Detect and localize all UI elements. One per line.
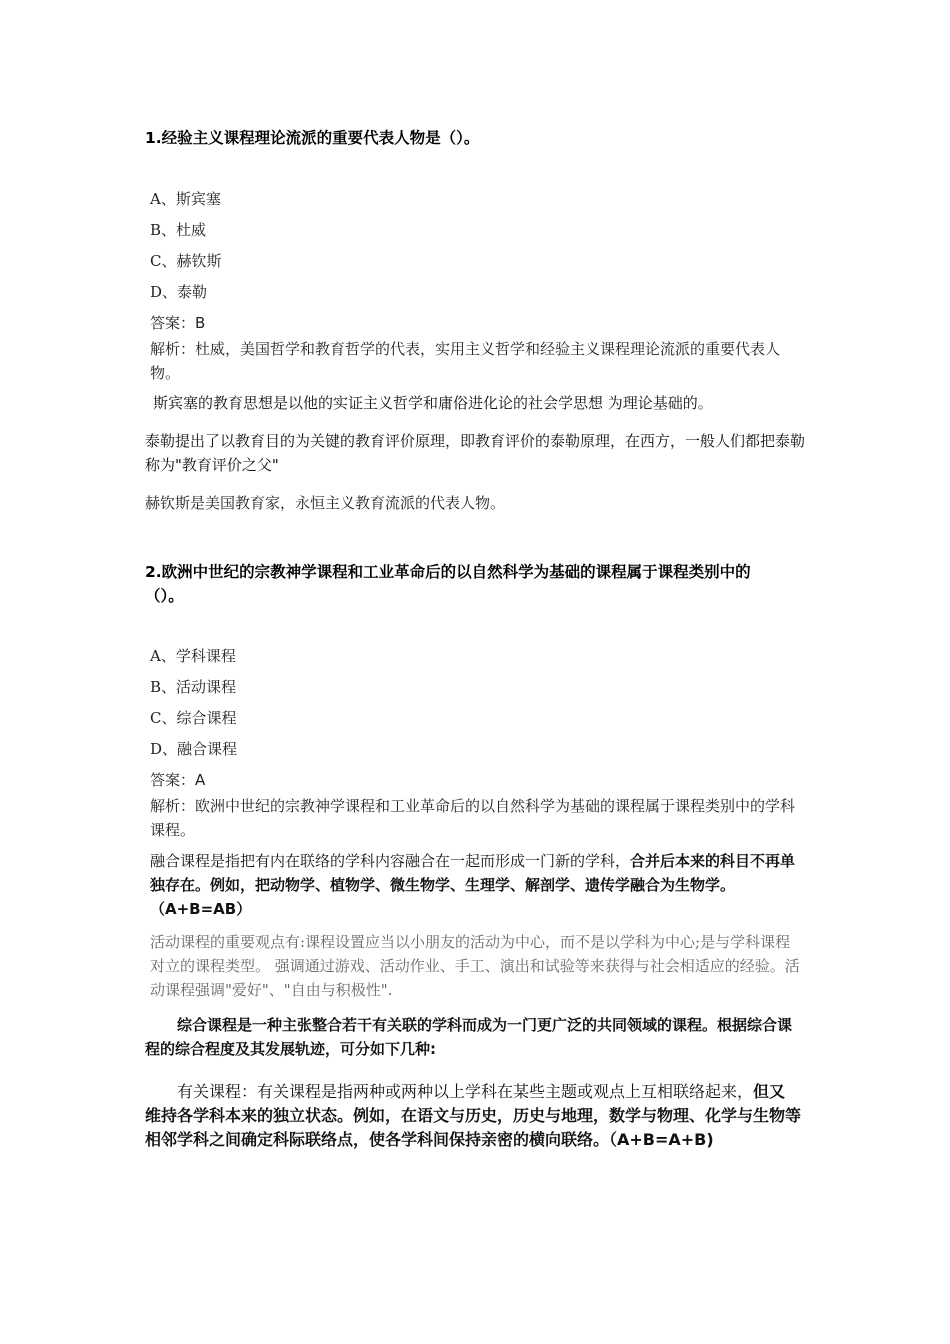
fusion-course-bold: 合并后本来的科目不再单独存在。例如，把动物学、植物学、微生物学、生理学、解剖学、遗传学融合为生物学。（A+B=AB）: [150, 852, 796, 918]
fusion-course-note: [150, 849, 800, 921]
question-1-option-a: A、斯宾塞: [150, 190, 221, 208]
question-1-note-spencer: 斯宾塞的教育思想是以他的实证主义哲学和庸俗进化论的社会学思想 为理论基础的。: [153, 394, 713, 412]
question-2-option-d: D、融合课程: [150, 740, 238, 758]
question-1-answer: 答案：B: [150, 314, 206, 332]
question-2-title-line2: （）。: [145, 587, 184, 605]
question-2-explanation: 解析：欧洲中世纪的宗教神学课程和工业革命后的以自然科学为基础的课程属于课程类别中的学科课程。: [150, 797, 796, 839]
question-1-option-c: C、赫钦斯: [150, 252, 222, 270]
question-2-title-line1: 2.欧洲中世纪的宗教神学课程和工业革命后的以自然科学为基础的课程属于课程类别中的: [145, 563, 751, 581]
fusion-course-lead: 融合课程是指把有内在联络的学科内容融合在一起而形成一门新的学科，: [150, 852, 631, 870]
question-1-option-d: D、泰勒: [150, 283, 208, 301]
related-course-note: [145, 1080, 801, 1152]
question-2-option-a: A、学科课程: [150, 647, 236, 665]
question-2-option-b: B、活动课程: [150, 678, 237, 696]
question-1-explanation: 解析：杜威，美国哲学和教育哲学的代表，实用主义哲学和经验主义课程理论流派的重要代表人物。: [150, 340, 781, 382]
integrated-course-note: 综合课程是一种主张整合若干有关联的学科而成为一门更广泛的共同领域的课程。根据综合课程的综合程度及其发展轨迹，可分如下几种:: [145, 1016, 793, 1058]
question-1-title: 1.经验主义课程理论流派的重要代表人物是（）。: [145, 129, 480, 147]
question-2-answer: 答案：A: [150, 771, 206, 789]
question-2-option-c: C、综合课程: [150, 709, 237, 727]
activity-course-note: 活动课程的重要观点有:课程设置应当以小朋友的活动为中心，而不是以学科为中心;是与学科课程对立的课程类型。 强调通过游戏、活动作业、手工、演出和试验等来获得与社会相适应的经验。活动课程强调"爱好"、"自由与积极性".: [150, 933, 800, 999]
question-1-note-hutchins: 赫钦斯是美国教育家，永恒主义教育流派的代表人物。: [145, 494, 506, 512]
question-1-option-b: B、杜威: [150, 221, 207, 239]
related-course-lead: 有关课程：有关课程是指两种或两种以上学科在某些主题或观点上互相联络起来，: [177, 1082, 754, 1101]
question-1-note-tyler: 泰勒提出了以教育目的为关键的教育评价原理，即教育评价的泰勒原理，在西方，一般人们都把泰勒称为"教育评价之父": [145, 432, 806, 474]
related-course-bold: 但又维持各学科本来的独立状态。例如，在语文与历史，历史与地理，数学与物理、化学与生物等相邻学科之间确定科际联络点，使各学科间保持亲密的横向联络。（A+B=A+B): [145, 1082, 802, 1149]
